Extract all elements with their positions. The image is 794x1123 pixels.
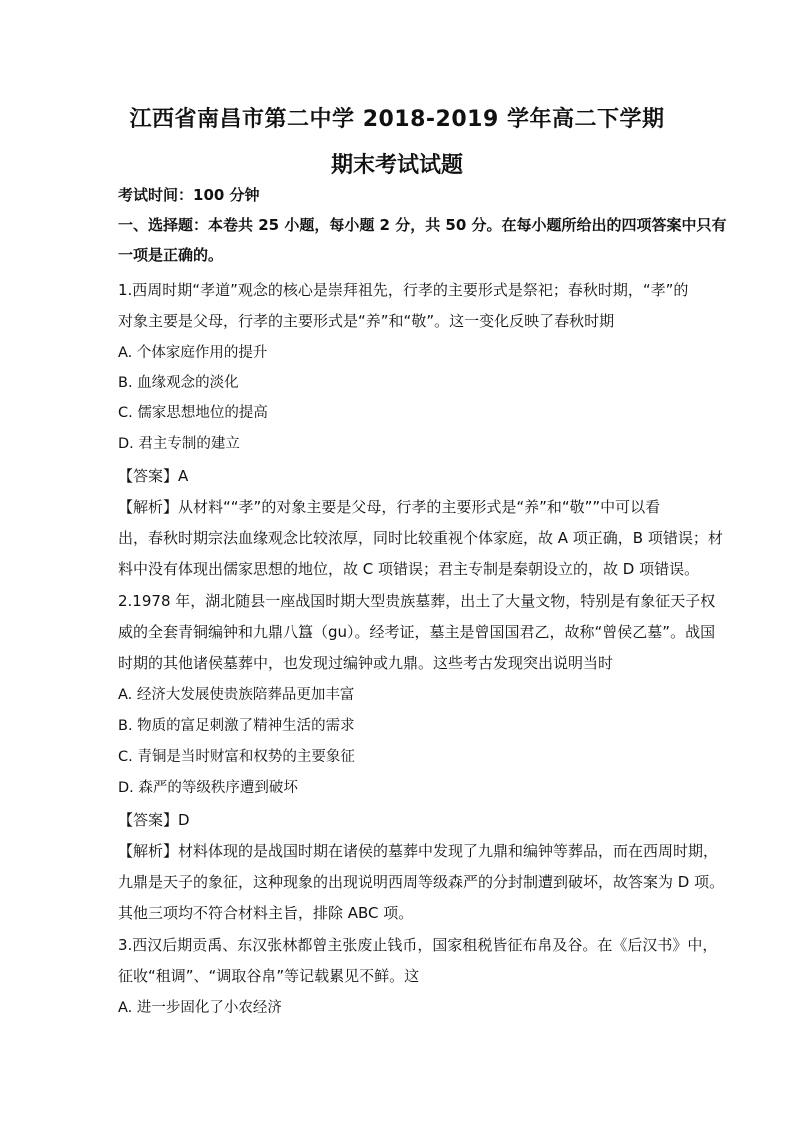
- question-2-option-d: D. 森严的等级秩序遭到破坏: [118, 780, 298, 796]
- question-3-option-a: A. 进一步固化了小农经济: [118, 1000, 282, 1016]
- question-2-explanation-cont: 其他三项均不符合材料主旨，排除 ABC 项。: [118, 904, 414, 922]
- question-1-explanation-cont: 出，春秋时期宗法血缘观念比较浓厚，同时比较重视个体家庭，故 A 项正确，B 项错误；材: [118, 529, 723, 547]
- question-2-option-b: B. 物质的富足刺激了精神生活的需求: [118, 718, 355, 734]
- document-title: 江西省南昌市第二中学 2018-2019 学年高二下学期: [129, 107, 665, 132]
- question-1-stem: 1.西周时期“孝道”观念的核心是崇拜祖先，行孝的主要形式是祭祀；春秋时期，“孝”的: [118, 281, 689, 299]
- question-1-option-d: D. 君主专制的建立: [118, 436, 240, 452]
- question-2-stem: 2.1978 年，湖北随县一座战国时期大型贵族墓葬，出土了大量文物，特别是有象征天子权: [118, 592, 716, 610]
- question-1-option-a: A. 个体家庭作用的提升: [118, 345, 268, 361]
- question-2-explanation-cont: 九鼎是天子的象征，这种现象的出现说明西周等级森严的分封制遭到破坏，故答案为 D 项。: [118, 873, 725, 891]
- section-heading-cont: 一项是正确的。: [118, 246, 224, 264]
- question-1-explanation-cont: 料中没有体现出儒家思想的地位，故 C 项错误；君主专制是秦朝设立的，故 D 项错误。: [118, 560, 700, 578]
- question-3-stem-cont: 征收“租调”、“调取谷帛”等记载累见不鲜。这: [118, 967, 420, 985]
- question-1-explanation: 【解析】从材料““孝”的对象主要是父母，行孝的主要形式是“养”和“敬””中可以看: [118, 498, 661, 516]
- question-2-option-c: C. 青铜是当时财富和权势的主要象征: [118, 749, 355, 765]
- question-1-answer: 【答案】A: [118, 467, 189, 485]
- question-1-option-c: C. 儒家思想地位的提高: [118, 405, 268, 421]
- question-1-option-b: B. 血缘观念的淡化: [118, 375, 239, 391]
- section-heading: 一、选择题：本卷共 25 小题，每小题 2 分，共 50 分。在每小题所给出的四项答案中只有: [118, 216, 727, 234]
- question-1-stem-cont: 对象主要是父母，行孝的主要形式是“养”和“敬”。这一变化反映了春秋时期: [118, 312, 615, 330]
- question-2-stem-cont: 时期的其他诸侯墓葬中，也发现过编钟或九鼎。这些考古发现突出说明当时: [118, 654, 614, 672]
- question-2-stem-cont: 威的全套青铜编钟和九鼎八簋（gu）。经考证，墓主是曾国国君乙，故称“曾侯乙墓”。战国: [118, 623, 716, 641]
- document-subtitle: 期末考试试题: [330, 153, 463, 178]
- question-3-stem: 3.西汉后期贡禹、东汉张林都曾主张废止钱币，国家租税皆征布帛及谷。在《后汉书》中，: [118, 936, 718, 954]
- question-2-explanation: 【解析】材料体现的是战国时期在诸侯的墓葬中发现了九鼎和编钟等葬品，而在西周时期，: [118, 842, 719, 860]
- exam-time: 考试时间：100 分钟: [118, 186, 260, 204]
- question-2-answer: 【答案】D: [118, 811, 190, 829]
- question-2-option-a: A. 经济大发展使贵族陪葬品更加丰富: [118, 687, 355, 703]
